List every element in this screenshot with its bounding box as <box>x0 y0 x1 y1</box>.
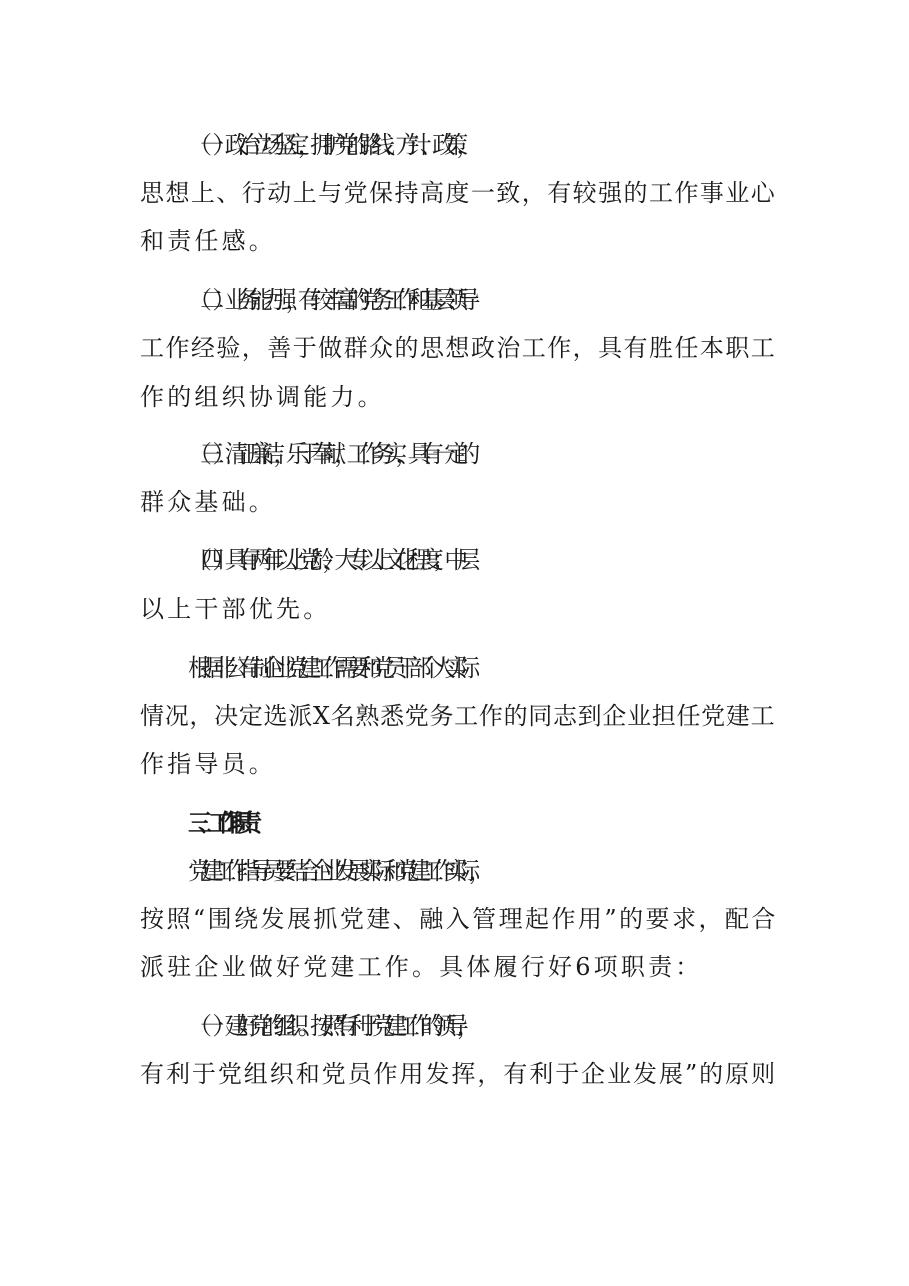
duties-paragraph-line-1: 党建工作指导员要结合企业发展实际和党建工作实际， <box>188 857 481 885</box>
duty-1-line-1: （一）建好党的组织。按照“有利于党建工作的领导， <box>188 1012 470 1040</box>
criterion-1-line-3: 和责任感。 <box>140 227 276 255</box>
duties-paragraph-line-3: 派驻企业做好党建工作。具体履行好6项职责： <box>140 953 703 981</box>
criterion-2-line-3: 作的组织协调能力。 <box>140 383 385 411</box>
selection-paragraph-line-1: 根据非公有制企业党建工作需要和党员干部个人实际 <box>188 654 469 682</box>
duties-paragraph-line-2: 按照“围绕发展抓党建、融入管理起作用”的要求，配合 <box>140 905 778 933</box>
criterion-3-line-1: （三）清正廉洁，乐于奉献，工作务实，具有一定的 <box>188 440 469 468</box>
selection-paragraph-line-2: 情况，决定选派X名熟悉党务工作的同志到企业担任党建工 <box>140 702 776 730</box>
criterion-4-line-1: （四）具有两年以上党龄，大专以上文化程度；中层 <box>188 546 469 574</box>
selection-paragraph-line-3: 作指导员。 <box>140 750 276 778</box>
criterion-3-line-2: 群众基础。 <box>140 488 276 516</box>
criterion-1-line-2: 思想上、行动上与党保持高度一致，有较强的工作事业心 <box>140 179 777 207</box>
duty-1-line-2: 有利于党组织和党员作用发挥，有利于企业发展”的原则 <box>140 1060 778 1088</box>
section-heading-duties: 三、工作职责 <box>188 809 248 837</box>
criterion-2-line-2: 工作经验，善于做群众的思想政治工作，具有胜任本职工 <box>140 334 777 362</box>
criterion-1-line-1: （一）政治立场坚定，拥护党的路线、方针、政策， <box>188 131 469 159</box>
criterion-2-line-1: （二）业务能力强，有较丰富的党务工作和基层领导 <box>188 286 469 314</box>
criterion-4-line-2: 以上干部优先。 <box>140 595 331 623</box>
